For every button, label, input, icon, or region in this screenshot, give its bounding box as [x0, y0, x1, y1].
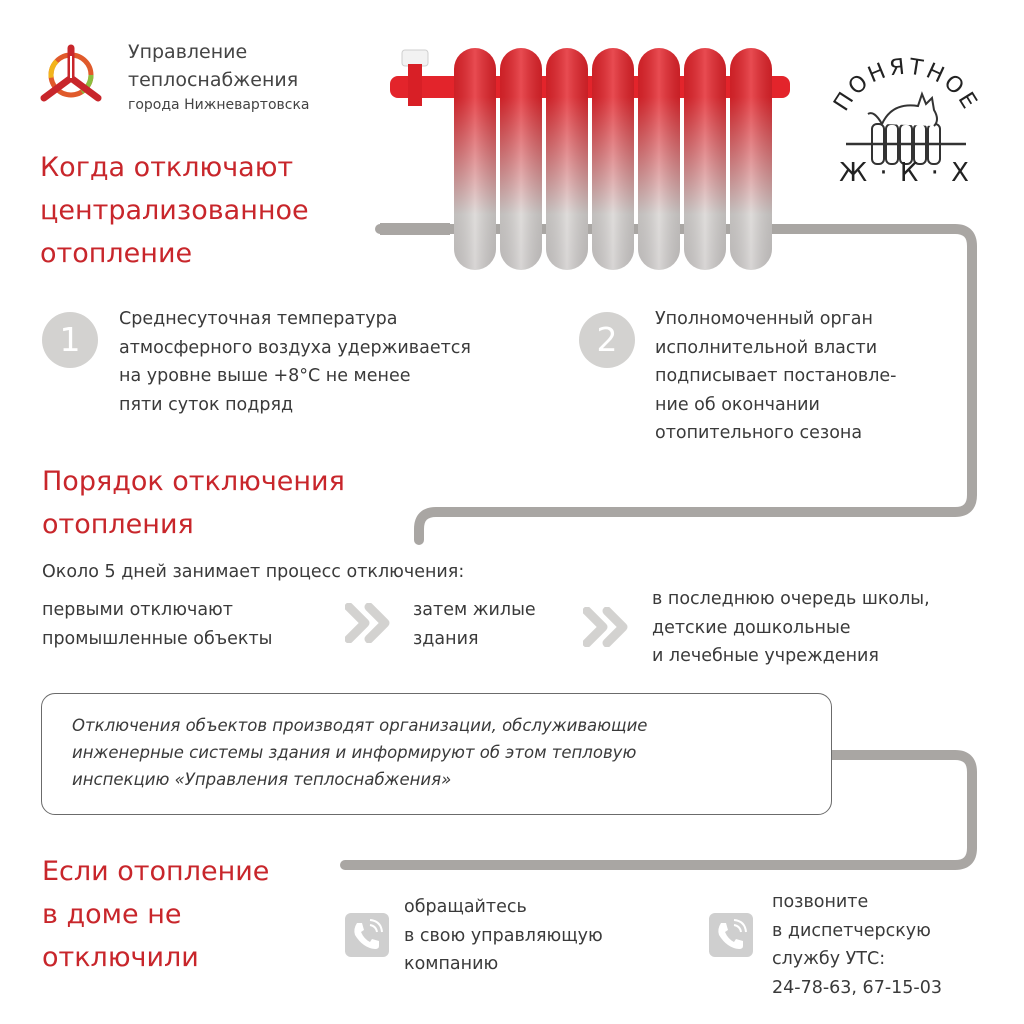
process-step-3-line: детские дошкольные — [652, 617, 851, 638]
process-step-3 — [652, 585, 930, 671]
org-name-line3: города Нижневартовска — [128, 97, 310, 113]
condition-2-line: подписывает постановле- — [655, 366, 897, 386]
condition-1-text — [119, 305, 471, 419]
brand-bottom-text: Ж · К · Х — [839, 158, 971, 188]
org-name — [128, 38, 310, 116]
process-step-1 — [42, 596, 272, 653]
section1-title — [40, 146, 309, 275]
section1-title-line2: централизованное — [40, 195, 309, 226]
condition-2-line: исполнительной власти — [655, 337, 878, 358]
org-name-line1: Управление — [128, 41, 248, 63]
contact-management-company — [404, 893, 603, 979]
process-intro: Около 5 дней занимает процесс отключения: — [42, 562, 465, 582]
section2-title-line2: отопления — [42, 509, 194, 540]
process-step-2 — [413, 596, 536, 653]
info-note-line: инспекцию «Управления теплоснабжения» — [72, 770, 452, 789]
info-note-text — [72, 712, 647, 793]
step-number-2: 2 — [579, 312, 635, 368]
contact-1-line: обращайтесь — [404, 897, 527, 917]
section3-title — [42, 850, 269, 979]
radiator-fins — [454, 48, 772, 270]
process-step-1-line: промышленные объекты — [42, 628, 273, 649]
process-step-3-line: в последнюю очередь школы, — [652, 589, 930, 609]
section3-title-line1: Если отопление — [42, 856, 270, 887]
section3-title-line2: в доме не — [42, 899, 182, 930]
section1-title-line1: Когда отключают — [40, 152, 294, 183]
utility-logo-icon — [38, 42, 104, 108]
condition-2-text — [655, 305, 896, 448]
contact-1-line: в свою управляющую — [404, 925, 603, 946]
contact-1-line: компанию — [404, 954, 499, 974]
org-name-line2: теплоснабжения — [128, 69, 299, 91]
phone-icon — [345, 913, 389, 957]
dispatch-phone-numbers[interactable]: 24-78-63, 67-15-03 — [772, 977, 942, 998]
section2-title-line1: Порядок отключения — [42, 466, 345, 497]
process-step-2-line: затем жилые — [413, 600, 536, 620]
condition-1-line: атмосферного воздуха удерживается — [119, 337, 471, 358]
process-step-2-line: здания — [413, 628, 479, 649]
condition-1-line: на уровне выше +8°С не менее — [119, 366, 411, 386]
svg-text:ПОНЯТНОЕ: ПОНЯТНОЕ — [829, 54, 983, 116]
process-step-1-line: первыми отключают — [42, 600, 233, 620]
step-number-1: 1 — [42, 312, 98, 368]
condition-2-line: Уполномоченный орган — [655, 309, 873, 329]
process-step-3-line: и лечебные учреждения — [652, 646, 879, 666]
contact-2-line: позвоните — [772, 892, 869, 912]
contact-dispatch-service — [772, 888, 942, 1002]
section1-title-line3: отопление — [40, 238, 193, 269]
info-note-box — [41, 693, 832, 815]
condition-2-line: отопительного сезона — [655, 423, 863, 443]
section3-title-line3: отключили — [42, 942, 199, 973]
contact-2-line: в диспетчерскую — [772, 920, 931, 941]
condition-1-line: пяти суток подряд — [119, 394, 294, 415]
condition-1-line: Среднесуточная температура — [119, 309, 398, 329]
condition-2-line: ние об окончании — [655, 394, 820, 415]
info-note-line: Отключения объектов производят организации, обслуживающие — [72, 716, 648, 735]
phone-icon — [709, 913, 753, 957]
double-chevron-right-icon — [345, 603, 395, 643]
radiator-illustration — [380, 40, 790, 280]
info-note-line: инженерные системы здания и информируют об этом тепловую — [72, 743, 637, 762]
brand-logo — [822, 40, 988, 196]
contact-2-line: службу УТС: — [772, 949, 886, 969]
section2-title — [42, 460, 345, 546]
double-chevron-right-icon — [583, 607, 633, 647]
